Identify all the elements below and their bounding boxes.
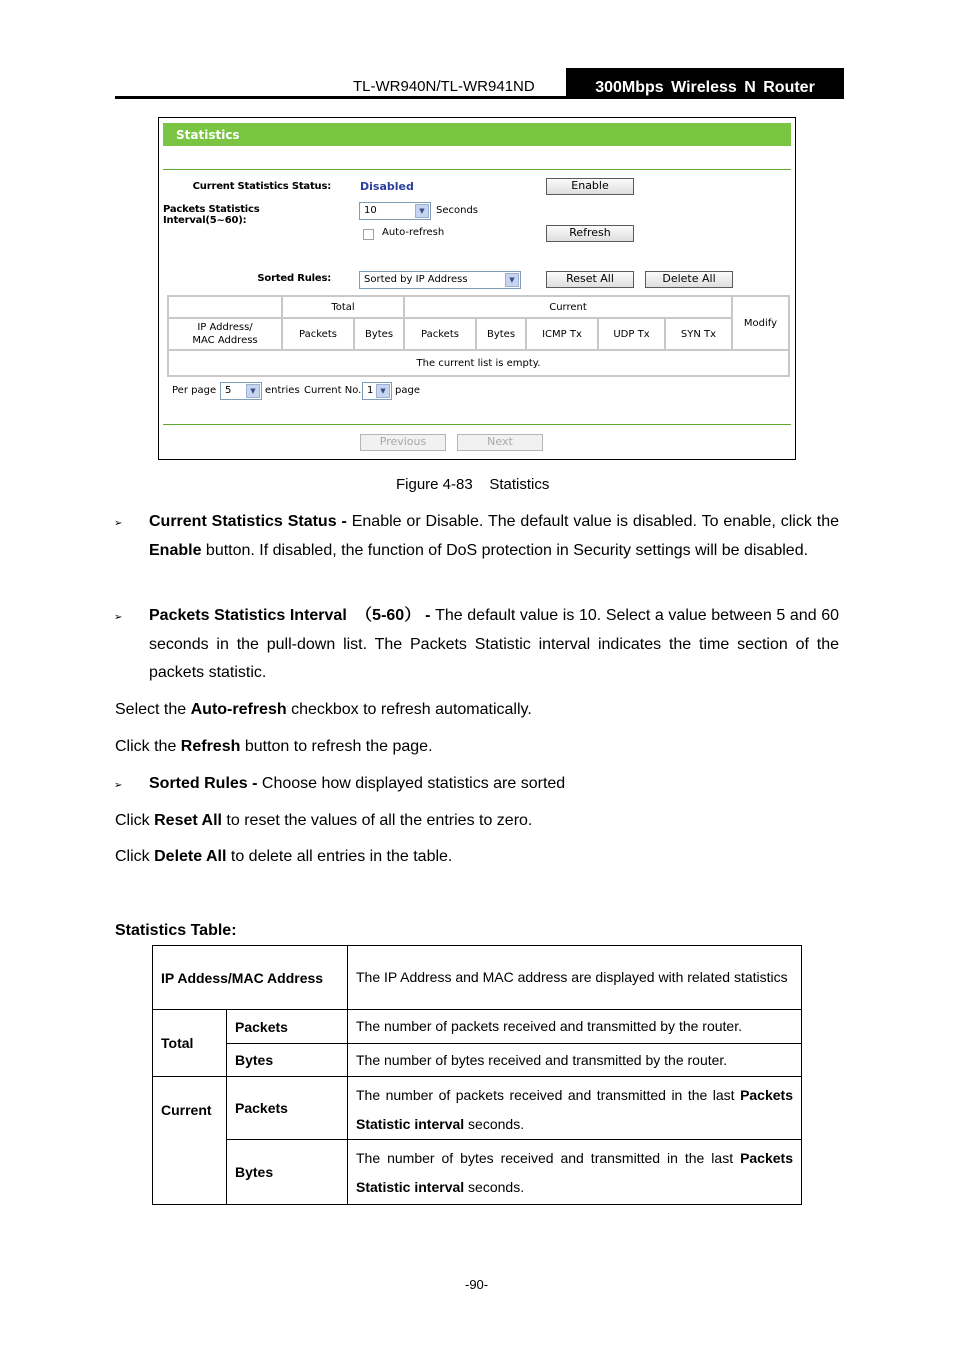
- col-icmp-tx: ICMP Tx: [526, 318, 598, 350]
- cell-total: Total: [152, 1009, 227, 1077]
- interval-unit: Seconds: [436, 205, 479, 216]
- col-modify: Modify: [732, 296, 789, 350]
- header-rule: [115, 96, 844, 99]
- chevron-down-icon: ▼: [415, 204, 429, 218]
- cell-total-packets-desc: The number of packets received and transmitted by the router.: [347, 1009, 802, 1044]
- stats-table-heading: Statistics Table:: [115, 922, 237, 939]
- cell-ip-label: IP Addess/MAC Address: [152, 945, 348, 1010]
- chevron-down-icon: ▼: [246, 384, 260, 398]
- previous-button[interactable]: Previous: [360, 434, 446, 451]
- page-number: -90-: [465, 1277, 489, 1292]
- status-value: Disabled: [360, 180, 414, 193]
- term-status: Current Statistics Status -: [149, 513, 347, 530]
- col-udp-tx: UDP Tx: [598, 318, 665, 350]
- group-total: Total: [282, 296, 404, 318]
- interval-value: 10: [364, 205, 377, 216]
- sorted-select[interactable]: [359, 271, 521, 289]
- text: seconds.: [464, 1179, 525, 1195]
- term: Auto-refresh: [190, 701, 287, 718]
- text: The number of bytes received and transmitted in the last: [356, 1150, 741, 1166]
- text: Click: [115, 812, 155, 829]
- page-label: page: [395, 385, 420, 396]
- text: Enable or Disable. The default value is disabled. To enable, click the: [346, 513, 839, 530]
- bullet-status: [149, 508, 839, 565]
- term-interval: Packets Statistics Interval （5-60） -: [149, 607, 431, 624]
- text: seconds.: [464, 1116, 525, 1132]
- interval-label: Packets Statistics Interval(5~60):: [163, 204, 260, 226]
- document-model: TL-WR940N/TL-WR941ND: [353, 78, 535, 95]
- autorefresh-label: Auto-refresh: [382, 227, 445, 238]
- text: button to refresh the page.: [240, 738, 433, 755]
- text: Click: [115, 848, 155, 865]
- divider-top: [163, 169, 791, 170]
- cell-current: Current: [152, 1076, 227, 1205]
- line-refresh: [115, 738, 433, 756]
- col-total-packets: Packets: [282, 318, 354, 350]
- panel-title: Statistics: [163, 123, 791, 146]
- interval-select[interactable]: [359, 202, 431, 220]
- term: Reset All: [154, 812, 222, 829]
- delete-all-button[interactable]: Delete All: [645, 271, 733, 288]
- col-current-packets: Packets: [404, 318, 476, 350]
- text: The default value is 10. Select a value between 5 and 60 seconds in the pull-down list. The Packets Statistic interval indicates the time section of the packets statistic.: [149, 607, 839, 682]
- cell-current-bytes-desc: [347, 1139, 802, 1205]
- chevron-down-icon: ▼: [376, 384, 390, 398]
- chevron-down-icon: ▼: [505, 273, 519, 287]
- text: checkbox to refresh automatically.: [286, 701, 532, 718]
- statistics-screenshot: [158, 117, 796, 460]
- sorted-value: Sorted by IP Address: [364, 274, 468, 285]
- text: Click the: [115, 738, 181, 755]
- text: to reset the values of all the entries to zero.: [221, 812, 533, 829]
- autorefresh-checkbox[interactable]: [363, 229, 374, 240]
- empty-row: The current list is empty.: [168, 350, 789, 376]
- cell-current-packets-desc: [347, 1076, 802, 1140]
- current-no-value: 1: [367, 385, 374, 396]
- col-current-bytes: Bytes: [476, 318, 526, 350]
- col-ip-mac: [168, 318, 282, 350]
- bullet-arrow-icon: ➢: [114, 518, 123, 529]
- status-label: Current Statistics Status:: [192, 181, 331, 192]
- sorted-label: Sorted Rules:: [257, 273, 331, 284]
- col-total-bytes: Bytes: [354, 318, 404, 350]
- refresh-button[interactable]: Refresh: [546, 225, 634, 242]
- term-enable: Enable: [149, 541, 202, 559]
- product-name: 300Mbps Wireless N Router: [595, 78, 815, 96]
- product-badge: [566, 68, 844, 99]
- definition-table: [152, 945, 802, 1205]
- col-syn-tx: SYN Tx: [665, 318, 732, 350]
- group-current: Current: [404, 296, 732, 318]
- line-reset: [115, 812, 532, 830]
- bullet-interval: [149, 602, 839, 688]
- entries-label: entries: [265, 385, 300, 396]
- per-page-value: 5: [225, 385, 232, 396]
- col-ip: IP Address/: [197, 322, 253, 333]
- figure-caption: Figure 4-83 Statistics: [396, 476, 550, 493]
- term-sorted: Sorted Rules -: [149, 775, 258, 792]
- col-mac: MAC Address: [192, 335, 258, 346]
- per-page-select[interactable]: [220, 382, 262, 400]
- divider-bottom: [163, 424, 791, 425]
- current-no-label: Current No.: [304, 385, 362, 396]
- per-page-label: Per page: [172, 385, 217, 396]
- text: to delete all entries in the table.: [226, 848, 453, 865]
- current-no-select[interactable]: [362, 382, 392, 400]
- text: Choose how displayed statistics are sorted: [257, 775, 566, 792]
- cell-ip-desc: The IP Address and MAC address are displayed with related statistics: [347, 945, 802, 1010]
- cell-current-bytes: Bytes: [226, 1139, 348, 1205]
- line-delete: [115, 848, 452, 866]
- bullet-arrow-icon: ➢: [114, 612, 123, 623]
- enable-button[interactable]: Enable: [546, 178, 634, 195]
- bullet-arrow-icon: ➢: [114, 780, 123, 791]
- reset-all-button[interactable]: Reset All: [546, 271, 634, 288]
- cell-total-bytes: Bytes: [226, 1043, 348, 1077]
- term: Delete All: [154, 848, 227, 865]
- text: Select the: [115, 701, 191, 718]
- line-autorefresh: [115, 701, 532, 719]
- cell-total-bytes-desc: The number of bytes received and transmitted by the router.: [347, 1043, 802, 1077]
- term: Packets Statistic interval: [356, 1150, 793, 1195]
- next-button[interactable]: Next: [457, 434, 543, 451]
- text: The number of packets received and transmitted in the last: [356, 1087, 741, 1103]
- text: button. If disabled, the function of DoS protection in Security settings will be disabled.: [201, 541, 809, 559]
- term: Refresh: [180, 738, 241, 755]
- cell-current-packets: Packets: [226, 1076, 348, 1140]
- bullet-sorted: [149, 775, 565, 793]
- cell-total-packets: Packets: [226, 1009, 348, 1044]
- stats-table: [167, 295, 790, 377]
- header-blank: [168, 296, 282, 318]
- term: Packets Statistic interval: [356, 1087, 793, 1132]
